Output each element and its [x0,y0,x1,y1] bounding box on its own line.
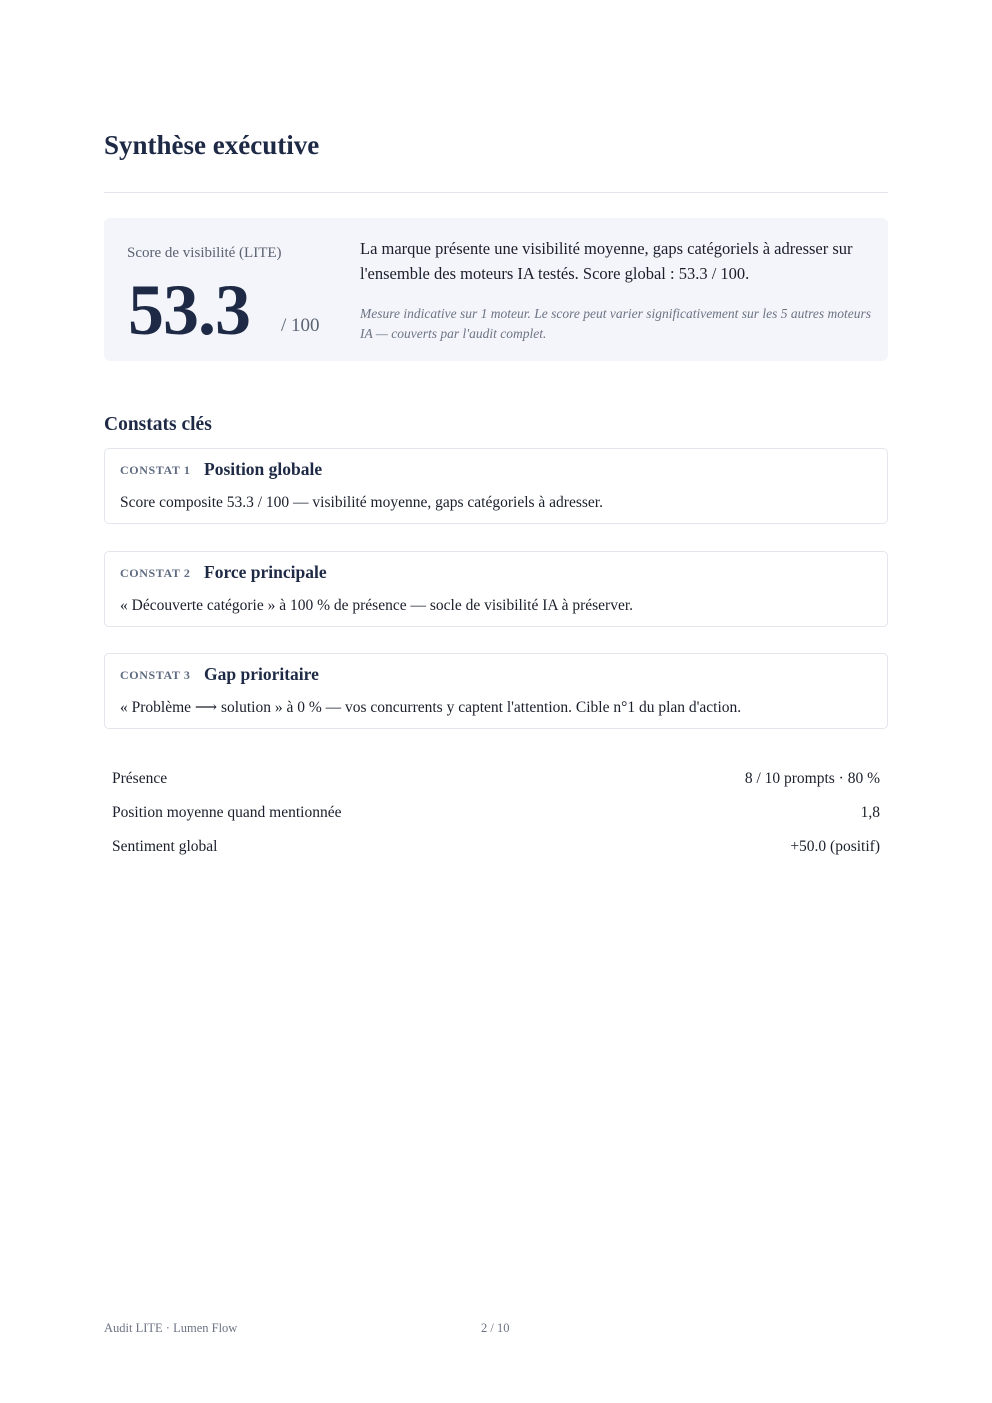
metric-value: 8 / 10 prompts · 80 % [744,770,880,787]
score-summary: La marque présente une visibilité moyenne, gaps catégoriels à adresser sur l'ensemble des moteurs IA testés. Score global : 53.3 / 100. [360,239,853,283]
page-title: Synthèse exécutive [104,130,320,160]
score-max: / 100 [281,315,320,336]
findings-section-title: Constats clés [104,414,212,435]
footer-document-name: Audit LITE · Lumen Flow [104,1321,238,1335]
finding-card-3 [104,653,888,729]
finding-heading: Force principale [204,562,327,582]
finding-card-1 [104,448,888,524]
metrics-table [112,762,880,864]
finding-heading: Position globale [204,459,323,479]
metric-row-sentiment [112,830,880,864]
finding-tag: CONSTAT 3 [120,668,191,682]
finding-heading: Gap prioritaire [204,664,319,684]
footer-page-number: 2 / 10 [481,1321,510,1335]
finding-body: « Problème ⟶ solution » à 0 % — vos concurrents y captent l'attention. Cible n°1 du plan d'action. [120,699,742,716]
finding-card-2 [104,551,888,627]
document-page [104,0,888,1403]
metric-row-position [112,796,880,830]
score-label: Score de visibilité (LITE) [127,245,282,261]
finding-tag: CONSTAT 2 [120,566,191,580]
metric-row-presence [112,762,880,796]
metric-label: Position moyenne quand mentionnée [112,804,342,821]
title-divider [104,192,888,193]
finding-body: « Découverte catégorie » à 100 % de présence — socle de visibilité IA à préserver. [120,597,634,614]
finding-tag: CONSTAT 1 [120,463,191,477]
metric-label: Présence [112,770,168,787]
score-value: 53.3 [128,270,250,350]
metric-label: Sentiment global [112,838,218,855]
metric-value: +50.0 (positif) [790,838,880,855]
metric-value: 1,8 [860,804,880,821]
finding-body: Score composite 53.3 / 100 — visibilité moyenne, gaps catégoriels à adresser. [120,494,603,511]
score-note: Mesure indicative sur 1 moteur. Le score peut varier significativement sur les 5 autres moteurs IA — couverts par l'audit complet. [360,306,872,341]
